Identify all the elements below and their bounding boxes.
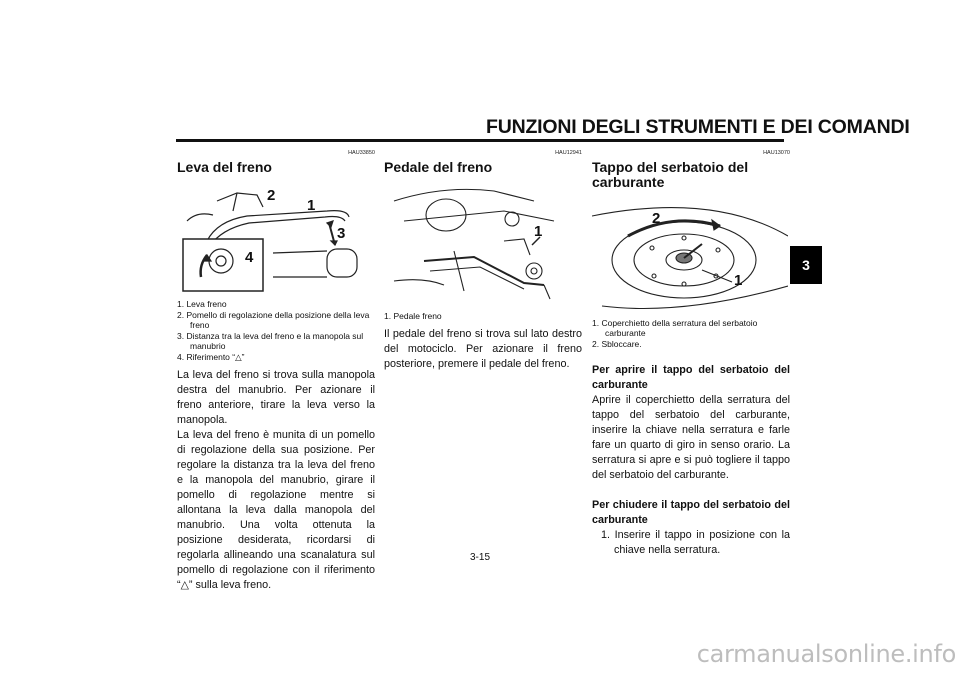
chapter-tab: 3 <box>790 246 822 284</box>
section-code: HAU33850 <box>348 150 375 156</box>
callout-1: 1 <box>734 272 743 289</box>
caption-item: 1. Pedale freno <box>384 311 442 321</box>
callout-3: 3 <box>337 225 346 242</box>
section-body <box>384 327 582 372</box>
section-title: Pedale del freno <box>384 159 493 175</box>
section-brake-pedal <box>384 150 582 372</box>
subheading-close: Per chiudere il tappo del serbatoio del carburante <box>592 499 790 526</box>
caption-item: 3. Distanza tra la leva del freno e la manopola sul manubrio <box>177 331 364 351</box>
callout-2: 2 <box>652 210 661 227</box>
section-fuel-tank-cap <box>592 150 790 558</box>
callout-1: 1 <box>307 197 316 214</box>
brake-pedal-figure <box>384 181 582 305</box>
section-body <box>592 363 790 558</box>
fuel-cap-illustration <box>592 196 788 312</box>
paragraph: La leva del freno è munita di un pomello di regolazione della sua posizione. Per regolare la distanza tra la leva del freno e la manopola del manubrio, girare il pomello di regolazione mentre si allontana la leva dalla manopola del manubrio. Una volta ottenuta la posizione desiderata, ricordarsi di regolarla allineando una scanalatura sul pomello di regolazione con il riferimento “△” sulla leva freno. <box>177 429 375 591</box>
callout-4: 4 <box>245 249 254 266</box>
section-code: HAU12941 <box>555 150 582 156</box>
figure-captions <box>384 311 582 321</box>
figure-captions <box>177 299 375 362</box>
callout-1: 1 <box>534 223 543 240</box>
caption-item: 2. Pomello di regolazione della posizione della leva freno <box>177 310 370 330</box>
section-body <box>177 368 375 593</box>
section-title: Leva del freno <box>177 159 272 175</box>
fuel-cap-figure <box>592 196 790 312</box>
page-number: 3-15 <box>469 552 490 563</box>
list-item: 1. Inserire il tappo in posizione con la chiave nella serratura. <box>601 529 790 556</box>
section-code: HAU13070 <box>763 150 790 156</box>
page-header-title: FUNZIONI DEGLI STRUMENTI E DEI COMANDI <box>486 116 910 138</box>
header-rule <box>176 139 784 142</box>
callout-2: 2 <box>267 187 276 204</box>
caption-item: 2. Sbloccare. <box>592 339 642 349</box>
figure-captions <box>592 318 790 349</box>
subheading-open: Per aprire il tappo del serbatoio del carburante <box>592 364 790 391</box>
section-title: Tappo del serbatoio del carburante <box>592 159 749 190</box>
section-brake-lever <box>177 150 375 593</box>
brake-pedal-illustration <box>384 181 580 305</box>
paragraph: La leva del freno si trova sulla manopola destra del manubrio. Per azionare il freno anteriore, tirare la leva verso la manopola. <box>177 369 375 426</box>
caption-item: 4. Riferimento “△” <box>177 352 245 362</box>
paragraph: Aprire il coperchietto della serratura del tappo del serbatoio del carburante, inserire la chiave nella serratura e farle fare un quarto di giro in senso orario. La serratura si apre e si può togliere il tappo del serbatoio del carburante. <box>592 394 790 481</box>
paragraph: Il pedale del freno si trova sul lato destro del motociclo. Per azionare il freno posteriore, premere il pedale del freno. <box>384 328 582 370</box>
caption-item: 1. Leva freno <box>177 299 227 309</box>
watermark: carmanualsonline.info <box>696 640 956 668</box>
caption-item: 1. Coperchietto della serratura del serbatoio carburante <box>592 318 758 338</box>
brake-lever-figure <box>177 181 375 293</box>
